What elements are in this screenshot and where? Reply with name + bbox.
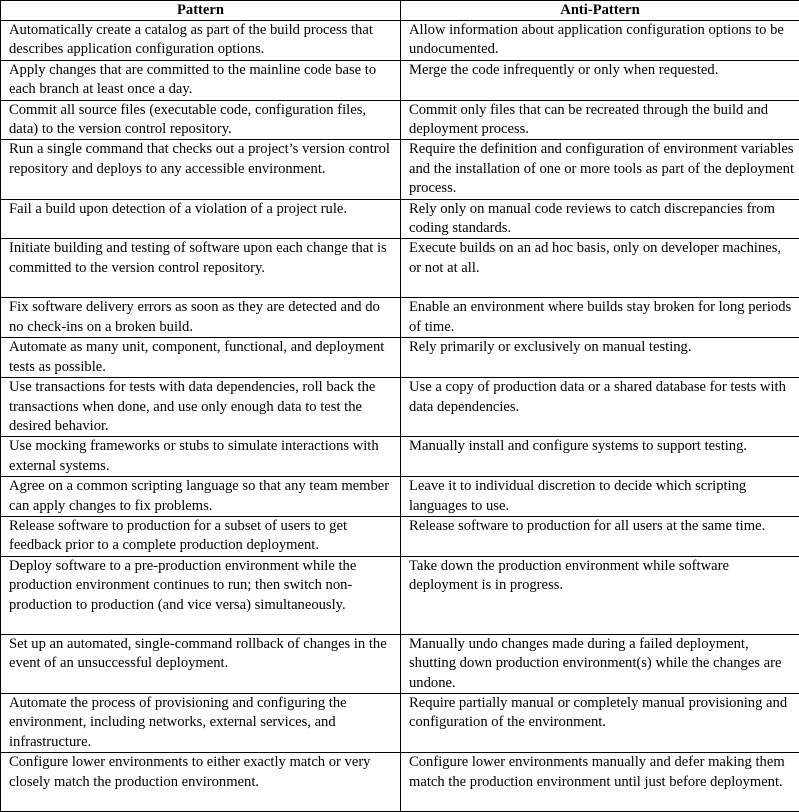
pattern-cell: Fail a build upon detection of a violation of a project rule. [1,199,401,239]
header-row [1,1,799,21]
anti-pattern-cell: Use a copy of production data or a shared database for tests with data dependencies. [401,378,799,437]
pattern-cell: Apply changes that are committed to the mainline code base to each branch at least once a day. [1,60,401,100]
pattern-cell: Set up an automated, single-command rollback of changes in the event of an unsuccessful deployment. [1,634,401,693]
table-row [1,477,799,517]
table-row [1,338,799,378]
table-row [1,556,799,634]
table-row [1,693,799,752]
pattern-cell: Release software to production for a subset of users to get feedback prior to a complete production deployment. [1,516,401,556]
pattern-cell: Use transactions for tests with data dependencies, roll back the transactions when done, and use only enough data to test the desired behavior. [1,378,401,437]
anti-pattern-cell: Require partially manual or completely manual provisioning and configuration of the environment. [401,693,799,752]
anti-pattern-cell: Manually install and configure systems to support testing. [401,437,799,477]
pattern-cell: Run a single command that checks out a project’s version control repository and deploys to any accessible environment. [1,140,401,199]
pattern-cell: Fix software delivery errors as soon as they are detected and do no check-ins on a broken build. [1,298,401,338]
anti-pattern-cell: Leave it to individual discretion to decide which scripting languages to use. [401,477,799,517]
table-row [1,199,799,239]
pattern-cell: Deploy software to a pre-production environment while the production environment continues to run; then switch non-production to production (and vice versa) simultaneously. [1,556,401,634]
table-row [1,437,799,477]
anti-pattern-cell: Rely only on manual code reviews to catch discrepancies from coding standards. [401,199,799,239]
anti-pattern-cell: Execute builds on an ad hoc basis, only on developer machines, or not at all. [401,239,799,298]
anti-pattern-cell: Merge the code infrequently or only when requested. [401,60,799,100]
table-row [1,60,799,100]
table-row [1,516,799,556]
table-row [1,239,799,298]
pattern-cell: Automatically create a catalog as part of the build process that describes application configuration options. [1,21,401,61]
pattern-cell: Automate the process of provisioning and configuring the environment, including networks, external services, and infrastructure. [1,693,401,752]
table-row [1,378,799,437]
anti-pattern-cell: Commit only files that can be recreated through the build and deployment process. [401,100,799,140]
table-row [1,100,799,140]
anti-pattern-cell: Take down the production environment while software deployment is in progress. [401,556,799,634]
anti-pattern-cell: Require the definition and configuration of environment variables and the installation of one or more tools as part of the deployment process. [401,140,799,199]
pattern-cell: Use mocking frameworks or stubs to simulate interactions with external systems. [1,437,401,477]
anti-pattern-cell: Release software to production for all users at the same time. [401,516,799,556]
header-pattern: Pattern [1,1,401,21]
table-row [1,298,799,338]
anti-pattern-cell: Rely primarily or exclusively on manual testing. [401,338,799,378]
pattern-cell: Agree on a common scripting language so that any team member can apply changes to fix problems. [1,477,401,517]
anti-pattern-cell: Enable an environment where builds stay broken for long periods of time. [401,298,799,338]
pattern-cell: Configure lower environments to either exactly match or very closely match the production environment. [1,753,401,812]
table-row [1,753,799,812]
anti-pattern-cell: Manually undo changes made during a failed deployment, shutting down production environment(s) while the changes are undone. [401,634,799,693]
anti-pattern-cell: Configure lower environments manually and defer making them match the production environment until just before deployment. [401,753,799,812]
table-row [1,140,799,199]
anti-pattern-cell: Allow information about application configuration options to be undocumented. [401,21,799,61]
pattern-cell: Automate as many unit, component, functional, and deployment tests as possible. [1,338,401,378]
pattern-cell: Initiate building and testing of software upon each change that is committed to the version control repository. [1,239,401,298]
table-row [1,634,799,693]
pattern-cell: Commit all source files (executable code, configuration files, data) to the version control repository. [1,100,401,140]
header-anti-pattern: Anti-Pattern [401,1,799,21]
table-row [1,21,799,61]
